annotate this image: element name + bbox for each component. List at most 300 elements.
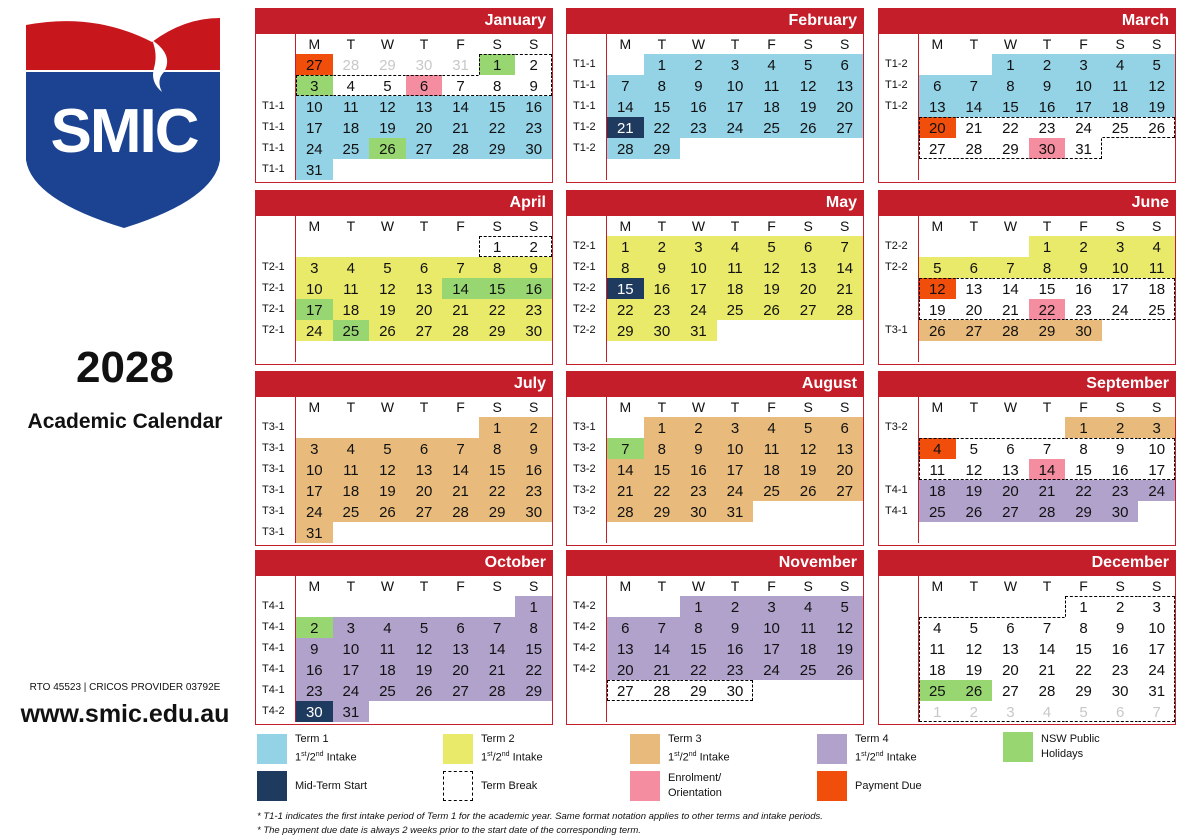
day-cell[interactable]: 22 — [680, 659, 717, 680]
day-cell[interactable]: 9 — [1029, 75, 1066, 96]
day-cell[interactable]: 2 — [1102, 596, 1139, 617]
day-cell[interactable]: 26 — [369, 501, 406, 522]
day-cell[interactable]: 27 — [919, 138, 956, 159]
day-cell[interactable]: 22 — [1075, 662, 1092, 679]
day-cell[interactable]: 17 — [333, 659, 370, 680]
day-cell[interactable]: 26 — [919, 320, 956, 341]
day-cell[interactable]: 11 — [369, 638, 406, 659]
day-cell[interactable]: 8 — [680, 617, 717, 638]
day-cell[interactable]: 23 — [1065, 299, 1102, 320]
day-cell[interactable]: 16 — [1065, 278, 1102, 299]
day-cell[interactable]: 20 — [992, 480, 1029, 501]
day-cell[interactable]: 2 — [956, 701, 993, 722]
day-cell[interactable]: 26 — [956, 501, 993, 522]
day-cell[interactable]: 24 — [296, 138, 333, 159]
day-cell[interactable]: 22 — [644, 480, 681, 501]
day-cell[interactable]: 28 — [992, 320, 1029, 341]
day-cell[interactable]: 20 — [442, 659, 479, 680]
day-cell[interactable]: 19 — [369, 117, 406, 138]
day-cell[interactable]: 5 — [369, 75, 406, 96]
day-cell[interactable]: 14 — [644, 638, 681, 659]
day-cell[interactable]: 31 — [333, 701, 370, 722]
day-cell[interactable]: 11 — [333, 96, 370, 117]
day-cell[interactable]: 10 — [717, 75, 754, 96]
day-cell[interactable]: 28 — [607, 138, 644, 159]
day-cell[interactable]: 15 — [1075, 641, 1092, 658]
day-cell[interactable]: 29 — [680, 680, 717, 701]
day-cell[interactable]: 3 — [296, 75, 333, 96]
day-cell[interactable]: 3 — [992, 701, 1029, 722]
day-cell[interactable]: 31 — [1065, 138, 1102, 159]
day-cell[interactable]: 16 — [515, 278, 552, 299]
day-cell[interactable]: 24 — [1065, 117, 1102, 138]
day-cell[interactable]: 11 — [919, 459, 956, 480]
day-cell[interactable]: 16 — [1102, 459, 1139, 480]
day-cell[interactable]: 29 — [479, 320, 516, 341]
day-cell[interactable]: 17 — [1065, 96, 1102, 117]
day-cell[interactable]: 13 — [1002, 641, 1019, 658]
day-cell[interactable]: 17 — [680, 278, 717, 299]
day-cell[interactable]: 22 — [479, 480, 516, 501]
day-cell[interactable]: 20 — [406, 117, 443, 138]
day-cell[interactable]: 23 — [296, 680, 333, 701]
day-cell[interactable]: 12 — [369, 278, 406, 299]
day-cell[interactable]: 28 — [342, 57, 360, 74]
day-cell[interactable]: 16 — [1111, 641, 1129, 658]
day-cell[interactable]: 17 — [753, 638, 790, 659]
day-cell[interactable]: 20 — [406, 299, 443, 320]
day-cell[interactable]: 10 — [1065, 75, 1102, 96]
day-cell[interactable]: 21 — [644, 659, 681, 680]
day-cell[interactable]: 27 — [406, 501, 443, 522]
day-cell[interactable]: 15 — [479, 96, 516, 117]
day-cell[interactable]: 1 — [919, 701, 956, 722]
day-cell[interactable]: 3 — [717, 54, 754, 75]
day-cell[interactable]: 28 — [442, 138, 479, 159]
day-cell[interactable]: 23 — [515, 117, 552, 138]
day-cell[interactable]: 11 — [919, 638, 956, 659]
day-cell[interactable]: 24 — [717, 480, 754, 501]
day-cell[interactable]: 14 — [479, 638, 516, 659]
day-cell[interactable]: 2 — [644, 236, 681, 257]
day-cell[interactable]: 6 — [406, 438, 443, 459]
day-cell[interactable]: 15 — [479, 278, 516, 299]
day-cell[interactable]: 3 — [1065, 54, 1102, 75]
day-cell[interactable]: 30 — [296, 701, 333, 722]
day-cell[interactable]: 12 — [406, 638, 443, 659]
day-cell[interactable]: 5 — [956, 617, 993, 638]
day-cell[interactable]: 13 — [956, 278, 993, 299]
day-cell[interactable]: 15 — [644, 96, 681, 117]
day-cell[interactable]: 17 — [296, 299, 333, 320]
day-cell[interactable]: 2 — [680, 417, 717, 438]
day-cell[interactable]: 1 — [1065, 596, 1102, 617]
day-cell[interactable]: 20 — [956, 299, 993, 320]
day-cell[interactable]: 17 — [1138, 638, 1175, 659]
day-cell[interactable]: 2 — [1102, 417, 1139, 438]
day-cell[interactable]: 14 — [442, 96, 479, 117]
day-cell[interactable]: 23 — [1102, 480, 1139, 501]
day-cell[interactable]: 17 — [296, 117, 333, 138]
day-cell[interactable]: 22 — [1065, 480, 1102, 501]
day-cell[interactable]: 3 — [717, 417, 754, 438]
day-cell[interactable]: 7 — [1029, 617, 1066, 638]
day-cell[interactable]: 19 — [406, 659, 443, 680]
day-cell[interactable]: 1 — [1065, 417, 1102, 438]
day-cell[interactable]: 27 — [826, 117, 863, 138]
day-cell[interactable]: 20 — [1002, 662, 1019, 679]
day-cell[interactable]: 9 — [717, 617, 754, 638]
day-cell[interactable]: 22 — [479, 117, 516, 138]
day-cell[interactable]: 3 — [296, 257, 333, 278]
day-cell[interactable]: 7 — [607, 75, 644, 96]
day-cell[interactable]: 19 — [965, 662, 983, 679]
day-cell[interactable]: 23 — [680, 480, 717, 501]
day-cell[interactable]: 19 — [790, 96, 827, 117]
day-cell[interactable]: 3 — [1138, 417, 1175, 438]
day-cell[interactable]: 18 — [753, 96, 790, 117]
day-cell[interactable]: 27 — [790, 299, 827, 320]
day-cell[interactable]: 5 — [790, 54, 827, 75]
day-cell[interactable]: 15 — [680, 638, 717, 659]
day-cell[interactable]: 25 — [753, 480, 790, 501]
day-cell[interactable]: 28 — [607, 501, 644, 522]
day-cell[interactable]: 16 — [1029, 96, 1066, 117]
day-cell[interactable]: 30 — [1065, 320, 1102, 341]
day-cell[interactable]: 25 — [333, 501, 370, 522]
day-cell[interactable]: 18 — [333, 117, 370, 138]
day-cell[interactable]: 6 — [442, 617, 479, 638]
day-cell[interactable]: 21 — [956, 117, 993, 138]
day-cell[interactable]: 6 — [992, 617, 1029, 638]
day-cell[interactable]: 13 — [826, 438, 863, 459]
day-cell[interactable]: 22 — [607, 299, 644, 320]
day-cell[interactable]: 21 — [607, 480, 644, 501]
day-cell[interactable]: 11 — [790, 617, 827, 638]
day-cell[interactable]: 23 — [680, 117, 717, 138]
day-cell[interactable]: 30 — [1102, 501, 1139, 522]
day-cell[interactable]: 18 — [753, 459, 790, 480]
day-cell[interactable]: 13 — [442, 638, 479, 659]
day-cell[interactable]: 25 — [919, 501, 956, 522]
day-cell[interactable]: 14 — [607, 96, 644, 117]
day-cell[interactable]: 14 — [607, 459, 644, 480]
day-cell[interactable]: 28 — [826, 299, 863, 320]
day-cell[interactable]: 28 — [479, 680, 516, 701]
day-cell[interactable]: 15 — [992, 96, 1029, 117]
day-cell[interactable]: 27 — [992, 501, 1029, 522]
day-cell[interactable]: 21 — [1038, 662, 1056, 679]
day-cell[interactable]: 4 — [333, 438, 370, 459]
day-cell[interactable]: 22 — [1029, 299, 1066, 320]
day-cell[interactable]: 25 — [1102, 117, 1139, 138]
day-cell[interactable]: 1 — [680, 596, 717, 617]
day-cell[interactable]: 1 — [479, 417, 516, 438]
day-cell[interactable]: 31 — [296, 159, 333, 180]
day-cell[interactable]: 2 — [515, 54, 552, 75]
day-cell[interactable]: 3 — [1138, 596, 1175, 617]
day-cell[interactable]: 13 — [406, 96, 443, 117]
day-cell[interactable]: 8 — [1079, 620, 1088, 637]
day-cell[interactable]: 8 — [479, 438, 516, 459]
day-cell[interactable]: 16 — [515, 96, 552, 117]
day-cell[interactable]: 1 — [644, 417, 681, 438]
day-cell[interactable]: 15 — [644, 459, 681, 480]
day-cell[interactable]: 9 — [296, 638, 333, 659]
day-cell[interactable]: 3 — [680, 236, 717, 257]
day-cell[interactable]: 5 — [753, 236, 790, 257]
day-cell[interactable]: 8 — [644, 438, 681, 459]
day-cell[interactable]: 9 — [515, 438, 552, 459]
day-cell[interactable]: 6 — [992, 438, 1029, 459]
day-cell[interactable]: 6 — [826, 417, 863, 438]
day-cell[interactable]: 14 — [442, 459, 479, 480]
day-cell[interactable]: 13 — [406, 459, 443, 480]
day-cell[interactable]: 25 — [1138, 299, 1175, 320]
day-cell[interactable]: 24 — [1138, 480, 1175, 501]
day-cell[interactable]: 25 — [717, 299, 754, 320]
day-cell[interactable]: 28 — [644, 680, 681, 701]
day-cell[interactable]: 26 — [753, 299, 790, 320]
day-cell[interactable]: 19 — [956, 480, 993, 501]
day-cell[interactable]: 29 — [479, 501, 516, 522]
day-cell[interactable]: 28 — [956, 138, 993, 159]
day-cell[interactable]: 7 — [479, 617, 516, 638]
day-cell[interactable]: 11 — [333, 459, 370, 480]
day-cell[interactable]: 29 — [1075, 683, 1092, 700]
day-cell[interactable]: 20 — [826, 459, 863, 480]
day-cell[interactable]: 6 — [919, 75, 956, 96]
day-cell[interactable]: 8 — [479, 257, 516, 278]
day-cell[interactable]: 7 — [956, 75, 993, 96]
day-cell[interactable]: 14 — [1029, 459, 1066, 480]
day-cell[interactable]: 29 — [479, 138, 516, 159]
day-cell[interactable]: 23 — [644, 299, 681, 320]
day-cell[interactable]: 24 — [753, 659, 790, 680]
day-cell[interactable]: 2 — [680, 54, 717, 75]
day-cell[interactable]: 26 — [956, 680, 993, 701]
day-cell[interactable]: 22 — [479, 299, 516, 320]
day-cell[interactable]: 29 — [644, 501, 681, 522]
day-cell[interactable]: 11 — [753, 438, 790, 459]
day-cell[interactable]: 3 — [1102, 236, 1139, 257]
day-cell[interactable]: 1 — [1029, 236, 1066, 257]
day-cell[interactable]: 24 — [296, 501, 333, 522]
day-cell[interactable]: 24 — [296, 320, 333, 341]
day-cell[interactable]: 15 — [515, 638, 552, 659]
day-cell[interactable]: 11 — [717, 257, 754, 278]
day-cell[interactable]: 5 — [826, 596, 863, 617]
day-cell[interactable]: 25 — [333, 320, 370, 341]
day-cell[interactable]: 8 — [1029, 257, 1066, 278]
day-cell[interactable]: 11 — [753, 75, 790, 96]
day-cell[interactable]: 19 — [369, 299, 406, 320]
day-cell[interactable]: 5 — [956, 438, 993, 459]
day-cell[interactable]: 12 — [956, 459, 993, 480]
day-cell[interactable]: 22 — [992, 117, 1029, 138]
day-cell[interactable]: 27 — [1002, 683, 1019, 700]
day-cell[interactable]: 28 — [442, 501, 479, 522]
day-cell[interactable]: 9 — [644, 257, 681, 278]
day-cell[interactable]: 24 — [333, 680, 370, 701]
day-cell[interactable]: 23 — [717, 659, 754, 680]
day-cell[interactable]: 9 — [515, 257, 552, 278]
day-cell[interactable]: 19 — [1138, 96, 1175, 117]
day-cell[interactable]: 27 — [406, 320, 443, 341]
day-cell[interactable]: 19 — [826, 638, 863, 659]
website-url[interactable]: www.smic.edu.au — [20, 700, 230, 728]
day-cell[interactable]: 30 — [515, 320, 552, 341]
day-cell[interactable]: 10 — [680, 257, 717, 278]
day-cell[interactable]: 20 — [406, 480, 443, 501]
day-cell[interactable]: 5 — [1065, 701, 1102, 722]
day-cell[interactable]: 14 — [1038, 641, 1056, 658]
day-cell[interactable]: 29 — [1029, 320, 1066, 341]
day-cell[interactable]: 31 — [717, 501, 754, 522]
day-cell[interactable]: 5 — [369, 257, 406, 278]
day-cell[interactable]: 2 — [515, 417, 552, 438]
day-cell[interactable]: 4 — [717, 236, 754, 257]
day-cell[interactable]: 2 — [1029, 54, 1066, 75]
day-cell[interactable]: 30 — [1111, 683, 1129, 700]
day-cell[interactable]: 8 — [992, 75, 1029, 96]
day-cell[interactable]: 22 — [644, 117, 681, 138]
day-cell[interactable]: 24 — [1138, 659, 1175, 680]
day-cell[interactable]: 18 — [369, 659, 406, 680]
day-cell[interactable]: 5 — [919, 257, 956, 278]
day-cell[interactable]: 13 — [919, 96, 956, 117]
day-cell[interactable]: 21 — [442, 480, 479, 501]
day-cell[interactable]: 28 — [1038, 683, 1056, 700]
day-cell[interactable]: 30 — [415, 57, 433, 74]
day-cell[interactable]: 6 — [1102, 701, 1139, 722]
day-cell[interactable]: 27 — [956, 320, 993, 341]
day-cell[interactable]: 9 — [1102, 438, 1139, 459]
day-cell[interactable]: 18 — [1102, 96, 1139, 117]
day-cell[interactable]: 2 — [1065, 236, 1102, 257]
day-cell[interactable]: 10 — [296, 96, 333, 117]
day-cell[interactable]: 4 — [919, 438, 956, 459]
day-cell[interactable]: 18 — [333, 299, 370, 320]
day-cell[interactable]: 10 — [1138, 617, 1175, 638]
day-cell[interactable]: 1 — [992, 54, 1029, 75]
day-cell[interactable]: 4 — [919, 617, 956, 638]
day-cell[interactable]: 6 — [790, 236, 827, 257]
day-cell[interactable]: 13 — [992, 459, 1029, 480]
day-cell[interactable]: 30 — [644, 320, 681, 341]
day-cell[interactable]: 31 — [1138, 680, 1175, 701]
day-cell[interactable]: 2 — [717, 596, 754, 617]
day-cell[interactable]: 7 — [1138, 701, 1175, 722]
day-cell[interactable]: 13 — [607, 638, 644, 659]
day-cell[interactable]: 13 — [826, 75, 863, 96]
day-cell[interactable]: 29 — [644, 138, 681, 159]
day-cell[interactable]: 19 — [369, 480, 406, 501]
day-cell[interactable]: 28 — [442, 320, 479, 341]
day-cell[interactable]: 13 — [790, 257, 827, 278]
day-cell[interactable]: 9 — [515, 75, 552, 96]
day-cell[interactable]: 17 — [296, 480, 333, 501]
day-cell[interactable]: 26 — [790, 480, 827, 501]
day-cell[interactable]: 4 — [333, 257, 370, 278]
day-cell[interactable]: 25 — [369, 680, 406, 701]
day-cell[interactable]: 20 — [790, 278, 827, 299]
day-cell[interactable]: 3 — [296, 438, 333, 459]
day-cell[interactable]: 18 — [1138, 278, 1175, 299]
day-cell[interactable]: 29 — [515, 680, 552, 701]
day-cell[interactable]: 8 — [644, 75, 681, 96]
day-cell[interactable]: 18 — [717, 278, 754, 299]
day-cell[interactable]: 12 — [753, 257, 790, 278]
day-cell[interactable]: 16 — [296, 659, 333, 680]
day-cell[interactable]: 10 — [296, 459, 333, 480]
day-cell[interactable]: 23 — [515, 480, 552, 501]
day-cell[interactable]: 4 — [1102, 54, 1139, 75]
day-cell[interactable]: 8 — [1065, 438, 1102, 459]
day-cell[interactable]: 1 — [644, 54, 681, 75]
day-cell[interactable]: 30 — [717, 680, 754, 701]
day-cell[interactable]: 30 — [680, 501, 717, 522]
day-cell[interactable]: 11 — [1138, 257, 1175, 278]
day-cell[interactable]: 14 — [442, 278, 479, 299]
day-cell[interactable]: 5 — [369, 438, 406, 459]
day-cell[interactable]: 27 — [607, 680, 644, 701]
day-cell[interactable]: 21 — [826, 278, 863, 299]
day-cell[interactable]: 21 — [479, 659, 516, 680]
day-cell[interactable]: 17 — [1102, 278, 1139, 299]
day-cell[interactable]: 7 — [607, 438, 644, 459]
day-cell[interactable]: 2 — [296, 617, 333, 638]
day-cell[interactable]: 1 — [515, 596, 552, 617]
day-cell[interactable]: 4 — [369, 617, 406, 638]
day-cell[interactable]: 21 — [1029, 480, 1066, 501]
day-cell[interactable]: 17 — [1138, 459, 1175, 480]
day-cell[interactable]: 7 — [644, 617, 681, 638]
day-cell[interactable]: 7 — [826, 236, 863, 257]
day-cell[interactable]: 12 — [790, 438, 827, 459]
day-cell[interactable]: 21 — [442, 299, 479, 320]
day-cell[interactable]: 18 — [333, 480, 370, 501]
day-cell[interactable]: 21 — [992, 299, 1029, 320]
day-cell[interactable]: 5 — [790, 417, 827, 438]
day-cell[interactable]: 13 — [406, 278, 443, 299]
day-cell[interactable]: 6 — [826, 54, 863, 75]
day-cell[interactable]: 8 — [607, 257, 644, 278]
day-cell[interactable]: 10 — [296, 278, 333, 299]
day-cell[interactable]: 9 — [680, 75, 717, 96]
day-cell[interactable]: 7 — [442, 257, 479, 278]
day-cell[interactable]: 20 — [919, 117, 956, 138]
day-cell[interactable]: 14 — [826, 257, 863, 278]
day-cell[interactable]: 24 — [680, 299, 717, 320]
day-cell[interactable]: 10 — [717, 438, 754, 459]
day-cell[interactable]: 18 — [919, 659, 956, 680]
day-cell[interactable]: 21 — [442, 117, 479, 138]
day-cell[interactable]: 21 — [607, 117, 644, 138]
day-cell[interactable]: 20 — [826, 96, 863, 117]
day-cell[interactable]: 4 — [753, 417, 790, 438]
day-cell[interactable]: 17 — [717, 96, 754, 117]
day-cell[interactable]: 16 — [644, 278, 681, 299]
day-cell[interactable]: 9 — [680, 438, 717, 459]
day-cell[interactable]: 10 — [1138, 438, 1175, 459]
day-cell[interactable]: 18 — [919, 480, 956, 501]
day-cell[interactable]: 23 — [515, 299, 552, 320]
day-cell[interactable]: 14 — [956, 96, 993, 117]
day-cell[interactable]: 9 — [1115, 620, 1125, 637]
day-cell[interactable]: 27 — [442, 680, 479, 701]
day-cell[interactable]: 10 — [1102, 257, 1139, 278]
